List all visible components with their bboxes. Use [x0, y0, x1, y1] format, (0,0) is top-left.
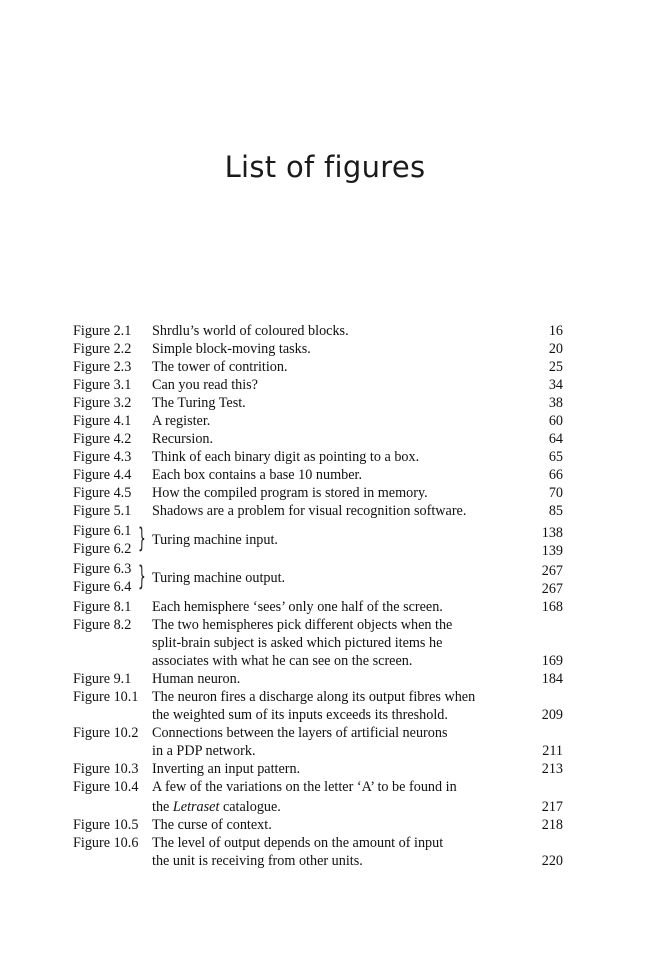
figure-label: Figure 10.3: [73, 761, 139, 777]
figure-page: 66: [548, 467, 563, 483]
figure-label: Figure 9.1: [73, 671, 132, 687]
figure-caption: in a PDP network.: [152, 743, 256, 759]
list-item: [73, 760, 563, 778]
figure-label: Figure 10.5: [73, 817, 139, 833]
list-item: [73, 724, 563, 742]
figure-page: 138: [541, 525, 563, 541]
list-item: [73, 834, 563, 852]
figure-page: 209: [541, 707, 563, 723]
list-item: [73, 598, 563, 616]
list-item-continuation: [73, 852, 563, 870]
figure-label: Figure 4.5: [73, 485, 132, 501]
figure-page: 267: [541, 581, 563, 597]
figure-page: 34: [548, 377, 563, 393]
figure-page: 64: [548, 431, 563, 447]
figure-label: Figure 6.1: [73, 523, 132, 539]
figure-page: 25: [548, 359, 563, 375]
figure-page: 267: [541, 563, 563, 579]
figure-caption: split-brain subject is asked which pictured items he: [152, 635, 443, 651]
list-item: [73, 448, 563, 466]
figure-caption: The level of output depends on the amount of input: [152, 835, 444, 851]
figure-caption: A few of the variations on the letter ‘A’ to be found in: [152, 779, 457, 795]
list-item-continuation: [73, 706, 563, 724]
figure-caption: The two hemispheres pick different objects when the: [152, 617, 453, 633]
page-title: List of figures: [224, 150, 426, 184]
figure-caption: Inverting an input pattern.: [152, 761, 301, 777]
figure-label: Figure 3.1: [73, 377, 132, 393]
list-item-continuation: [73, 742, 563, 760]
figure-page: 213: [541, 761, 563, 777]
list-item: [73, 340, 563, 358]
figure-caption: The curse of context.: [152, 817, 272, 833]
figure-label: Figure 2.2: [73, 341, 132, 357]
list-item: [73, 484, 563, 502]
figure-label: Figure 6.4: [73, 579, 132, 595]
list-item: [73, 466, 563, 484]
figure-label: Figure 4.2: [73, 431, 132, 447]
list-item-pair: [73, 522, 563, 558]
list-item: [73, 322, 563, 340]
figure-page: 65: [548, 449, 563, 465]
list-item: [73, 670, 563, 688]
figure-caption: Turing machine input.: [152, 532, 278, 548]
figure-caption: How the compiled program is stored in memory.: [152, 485, 428, 501]
figure-caption: Connections between the layers of artificial neurons: [152, 725, 448, 741]
figure-label: Figure 3.2: [73, 395, 132, 411]
list-item-continuation: [73, 634, 563, 652]
figure-page: 60: [548, 413, 563, 429]
figure-caption: Shrdlu’s world of coloured blocks.: [152, 323, 349, 339]
list-item: [73, 616, 563, 634]
figure-label: Figure 10.6: [73, 835, 139, 851]
list-item: [73, 502, 563, 520]
figure-label: Figure 8.2: [73, 617, 132, 633]
figure-caption: Each hemisphere ‘sees’ only one half of the screen.: [152, 599, 443, 615]
figure-caption: Each box contains a base 10 number.: [152, 467, 362, 483]
list-item: [73, 394, 563, 412]
figure-page: 16: [548, 323, 563, 339]
figure-caption: A register.: [152, 413, 211, 429]
figure-label: Figure 8.1: [73, 599, 132, 615]
brace-icon: }: [138, 523, 146, 554]
figure-label: Figure 5.1: [73, 503, 132, 519]
figure-caption: The tower of contrition.: [152, 359, 288, 375]
figure-caption: Human neuron.: [152, 671, 241, 687]
figure-label: Figure 6.2: [73, 541, 132, 557]
figure-caption: The neuron fires a discharge along its output fibres when: [152, 689, 476, 705]
figure-label: Figure 2.3: [73, 359, 132, 375]
figure-label: Figure 10.4: [73, 779, 139, 795]
list-item-continuation: [73, 652, 563, 670]
figure-page: 218: [541, 817, 563, 833]
figure-page: 169: [541, 653, 563, 669]
list-item: [73, 376, 563, 394]
figure-label: Figure 4.1: [73, 413, 132, 429]
figure-caption: Think of each binary digit as pointing to a box.: [152, 449, 420, 465]
figure-caption: Turing machine output.: [152, 570, 286, 586]
figure-label: Figure 6.3: [73, 561, 132, 577]
figure-caption: Recursion.: [152, 431, 214, 447]
figure-page: 220: [541, 853, 563, 869]
list-item: [73, 816, 563, 834]
figure-caption: Simple block-moving tasks.: [152, 341, 311, 357]
figure-caption: associates with what he can see on the screen.: [152, 653, 413, 669]
figure-page: 168: [541, 599, 563, 615]
figure-label: Figure 4.3: [73, 449, 132, 465]
list-item: [73, 358, 563, 376]
figure-page: 217: [541, 799, 563, 815]
list-item: [73, 430, 563, 448]
figure-label: Figure 10.2: [73, 725, 139, 741]
figure-caption: the Letraset catalogue.: [152, 799, 281, 815]
list-item: [73, 412, 563, 430]
figure-caption: the weighted sum of its inputs exceeds its threshold.: [152, 707, 448, 723]
list-item-continuation: [73, 798, 563, 816]
figure-page: 139: [541, 543, 563, 559]
figure-caption: Shadows are a problem for visual recognition software.: [152, 503, 467, 519]
figure-page: 38: [548, 395, 563, 411]
figure-page: 85: [548, 503, 563, 519]
figure-page: 211: [542, 743, 563, 759]
figure-page: 20: [548, 341, 563, 357]
figure-caption: The Turing Test.: [152, 395, 246, 411]
list-item-pair: [73, 560, 563, 596]
figure-label: Figure 10.1: [73, 689, 139, 705]
list-item: [73, 688, 563, 706]
figure-caption: the unit is receiving from other units.: [152, 853, 363, 869]
list-item: [73, 778, 563, 796]
figure-caption: Can you read this?: [152, 377, 258, 393]
figure-label: Figure 4.4: [73, 467, 132, 483]
figure-page: 70: [548, 485, 563, 501]
brace-icon: }: [138, 561, 146, 592]
figure-page: 184: [541, 671, 563, 687]
figure-label: Figure 2.1: [73, 323, 132, 339]
